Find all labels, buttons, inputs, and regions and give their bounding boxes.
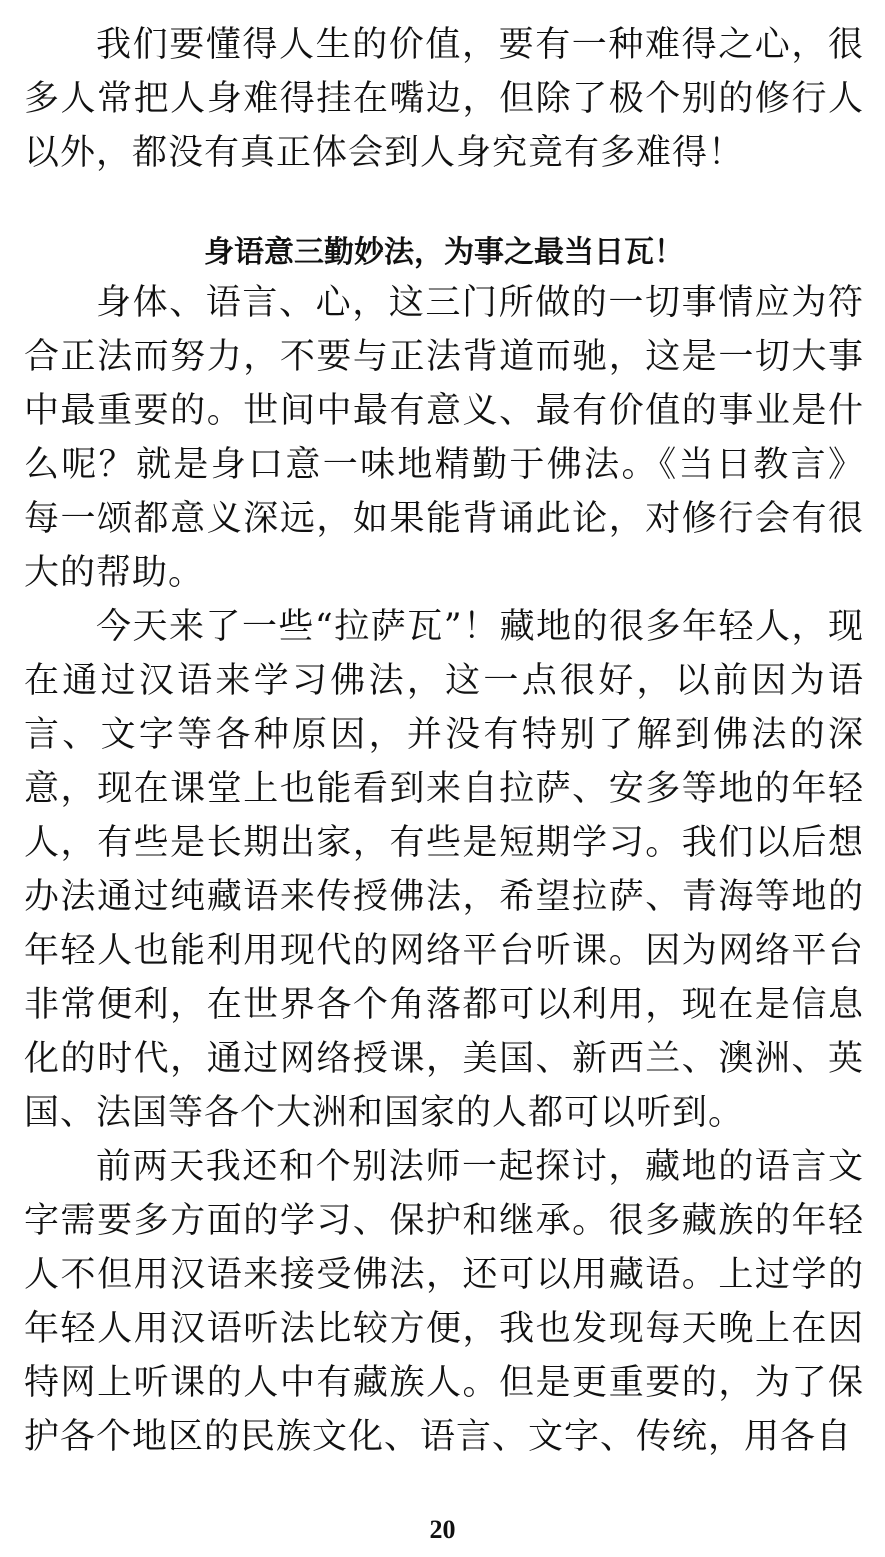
paragraph-lhasa-visitors: 今天来了一些“拉萨瓦”！藏地的很多年轻人，现在通过汉语来学习佛法，这一点很好，以前因为语言、文字等各种原因，并没有特别了解到佛法的深意，现在课堂上也能看到来自拉萨、安多等地的年轻人，有些是长期出家，有些是短期学习。我们以后想办法通过纯藏语来传授佛法，希望拉萨、青海等地的年轻人也能利用现代的网络平台听课。因为网络平台非常便利，在世界各个角落都可以利用，现在是信息化的时代，通过网络授课，美国、新西兰、澳洲、英国、法国等各个大洲和国家的人都可以听到。: [24, 607, 864, 1133]
section-heading: 身语意三勤妙法，为事之最当日瓦！: [204, 235, 684, 270]
paragraph-three-doors: 身体、语言、心，这三门所做的一切事情应为符合正法而努力，不要与正法背道而驰，这是一切大事中最重要的。世间中最有意义、最有价值的事业是什么呢？就是身口意一味地精勤于佛法。《当日教言》每一颂都意义深远，如果能背诵此论，对修行会有很大的帮助。: [24, 283, 864, 593]
page-number: 20: [429, 1515, 456, 1544]
opening-text-block: [24, 18, 864, 180]
section-text-block: [24, 276, 864, 1464]
paragraph-human-life-value: 我们要懂得人生的价值，要有一种难得之心，很多人常把人身难得挂在嘴边，但除了极个别的修行人以外，都没有真正体会到人身究竟有多难得！: [24, 25, 864, 173]
paragraph-tibetan-language: 前两天我还和个别法师一起探讨，藏地的语言文字需要多方面的学习、保护和继承。很多藏族的年轻人不但用汉语来接受佛法，还可以用藏语。上过学的年轻人用汉语听法比较方便，我也发现每天晚上在因特网上听课的人中有藏族人。但是更重要的，为了保护各个地区的民族文化、语言、文字、传统，用各自: [24, 1147, 864, 1457]
